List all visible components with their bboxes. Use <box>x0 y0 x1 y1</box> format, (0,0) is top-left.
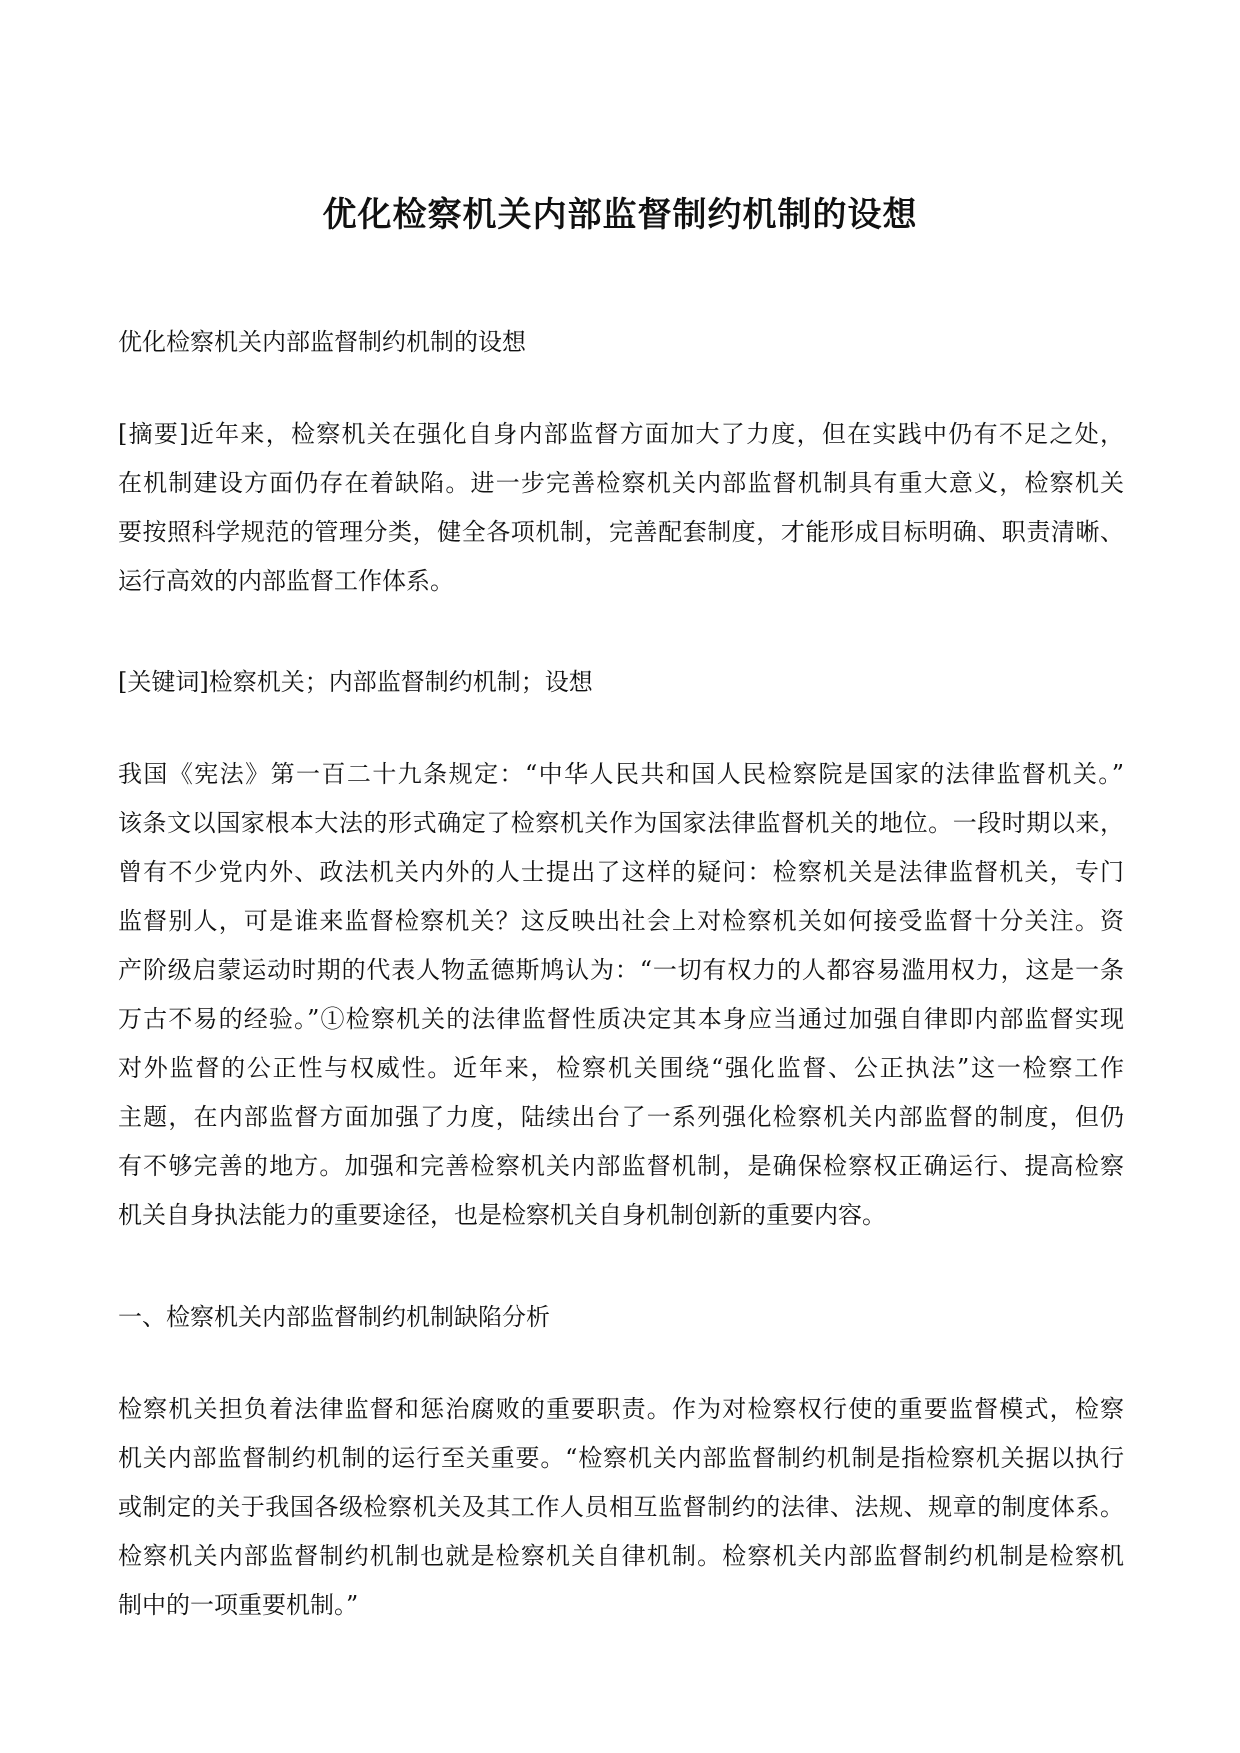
intro-line: 对外监督的公正性与权威性。近年来，检察机关围绕“强化监督、公正执法”这一检察工作 <box>118 1054 1124 1082</box>
intro-paragraph <box>118 750 1124 1240</box>
section-heading: 一、检察机关内部监督制约机制缺陷分析 <box>118 1303 550 1331</box>
intro-line: 曾有不少党内外、政法机关内外的人士提出了这样的疑问：检察机关是法律监督机关，专门 <box>118 858 1124 886</box>
abstract-line: 要按照科学规范的管理分类，健全各项机制，完善配套制度，才能形成目标明确、职责清晰、 <box>118 518 1124 546</box>
intro-line: 产阶级启蒙运动时期的代表人物孟德斯鸠认为：“一切有权力的人都容易滥用权力，这是一条 <box>118 956 1124 984</box>
section-body-line: 检察机关担负着法律监督和惩治腐败的重要职责。作为对检察权行使的重要监督模式，检察 <box>118 1395 1124 1423</box>
abstract-paragraph <box>118 410 1124 606</box>
section-body-line: 或制定的关于我国各级检察机关及其工作人员相互监督制约的法律、法规、规章的制度体系。 <box>118 1493 1124 1521</box>
intro-line: 有不够完善的地方。加强和完善检察机关内部监督机制，是确保检察权正确运行、提高检察 <box>118 1152 1124 1180</box>
section-body-line: 机关内部监督制约机制的运行至关重要。“检察机关内部监督制约机制是指检察机关据以执行 <box>118 1444 1124 1472</box>
keywords-line: [关键词]检察机关；内部监督制约机制；设想 <box>118 668 593 696</box>
section-body-paragraph <box>118 1385 1124 1630</box>
document-subtitle: 优化检察机关内部监督制约机制的设想 <box>118 328 526 356</box>
intro-line: 监督别人，可是谁来监督检察机关？这反映出社会上对检察机关如何接受监督十分关注。资 <box>118 907 1124 935</box>
intro-line: 我国《宪法》第一百二十九条规定：“中华人民共和国人民检察院是国家的法律监督机关。” <box>118 760 1124 788</box>
abstract-line: 在机制建设方面仍存在着缺陷。进一步完善检察机关内部监督机制具有重大意义，检察机关 <box>118 469 1124 497</box>
intro-line: 机关自身执法能力的重要途径，也是检察机关自身机制创新的重要内容。 <box>118 1201 886 1229</box>
intro-line: 主题，在内部监督方面加强了力度，陆续出台了一系列强化检察机关内部监督的制度，但仍 <box>118 1103 1124 1131</box>
abstract-line: 运行高效的内部监督工作体系。 <box>118 567 454 595</box>
intro-line: 万古不易的经验。”①检察机关的法律监督性质决定其本身应当通过加强自律即内部监督实现 <box>118 1005 1124 1033</box>
section-body-line: 检察机关内部监督制约机制也就是检察机关自律机制。检察机关内部监督制约机制是检察机 <box>118 1542 1124 1570</box>
document-title: 优化检察机关内部监督制约机制的设想 <box>322 195 918 235</box>
intro-line: 该条文以国家根本大法的形式确定了检察机关作为国家法律监督机关的地位。一段时期以来， <box>118 809 1124 837</box>
abstract-line: [摘要]近年来，检察机关在强化自身内部监督方面加大了力度，但在实践中仍有不足之处， <box>118 420 1124 448</box>
section-body-line: 制中的一项重要机制。” <box>118 1591 359 1619</box>
